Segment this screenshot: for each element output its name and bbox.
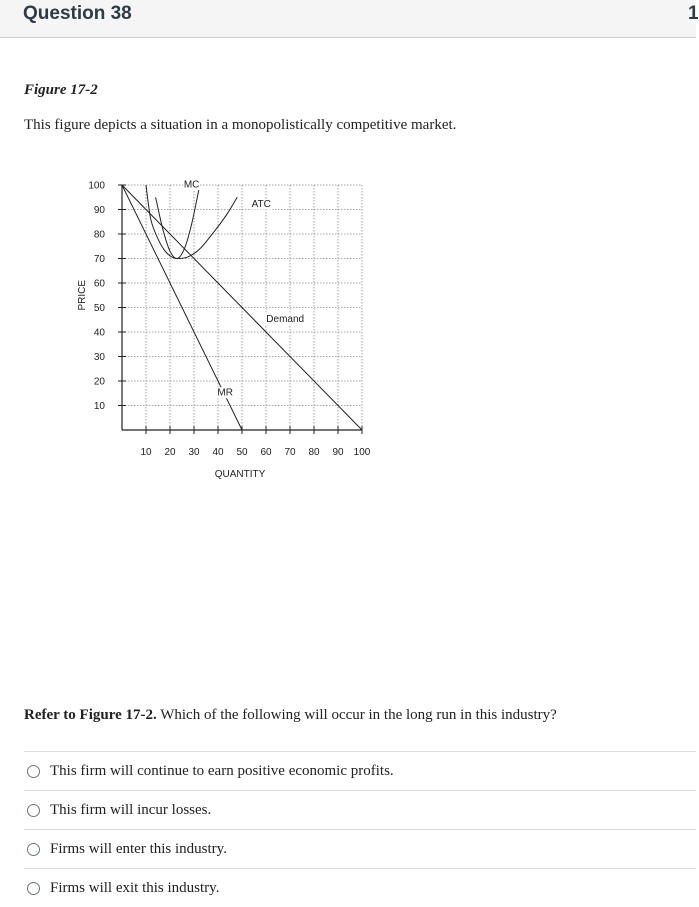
x-axis-label: QUANTITY bbox=[214, 469, 266, 480]
question-points: 1 bbox=[688, 3, 699, 24]
answer-list bbox=[24, 751, 696, 907]
answer-option[interactable] bbox=[24, 829, 696, 868]
question-text: Which of the following will occur in the long run in this industry? bbox=[156, 707, 557, 723]
answer-option[interactable] bbox=[24, 868, 696, 907]
answer-label: Firms will enter this industry. bbox=[50, 840, 227, 857]
radio-button[interactable] bbox=[27, 882, 40, 895]
answer-label: This firm will incur losses. bbox=[50, 801, 212, 818]
radio-button[interactable] bbox=[27, 765, 40, 778]
answer-option[interactable] bbox=[24, 751, 696, 790]
radio-button[interactable] bbox=[27, 843, 40, 856]
x-tick-label: 70 bbox=[284, 447, 296, 458]
x-tick-label: 100 bbox=[353, 447, 371, 458]
y-tick-label: 10 bbox=[93, 401, 105, 412]
answer-option[interactable] bbox=[24, 790, 696, 829]
figure-title: Figure 17-2 bbox=[24, 82, 98, 98]
x-tick-label: 50 bbox=[236, 447, 248, 458]
y-tick-label: 30 bbox=[93, 352, 105, 363]
question-title: Question 38 bbox=[23, 3, 132, 24]
answer-label: Firms will exit this industry. bbox=[50, 879, 220, 896]
y-tick-label: 70 bbox=[93, 254, 105, 265]
y-tick-label: 20 bbox=[93, 376, 105, 388]
question-header bbox=[0, 0, 699, 38]
y-tick-label: 80 bbox=[93, 229, 105, 241]
x-tick-label: 40 bbox=[212, 447, 224, 458]
x-tick-label: 60 bbox=[260, 447, 272, 458]
x-tick-label: 30 bbox=[188, 447, 200, 458]
y-tick-label: 50 bbox=[93, 303, 105, 314]
curve-label: ATC bbox=[251, 199, 271, 211]
y-tick-label: 60 bbox=[93, 278, 105, 290]
curve-label: MR bbox=[217, 387, 233, 399]
question-figure-ref: Refer to Figure 17-2. bbox=[24, 707, 157, 723]
curve-label: MC bbox=[183, 179, 200, 191]
y-tick-label: 100 bbox=[88, 180, 105, 192]
curve-label: Demand bbox=[266, 314, 305, 326]
x-tick-label: 80 bbox=[308, 447, 320, 458]
y-axis-label: PRICE bbox=[77, 279, 88, 311]
answer-label: This firm will continue to earn positive economic profits. bbox=[50, 762, 394, 779]
y-tick-label: 90 bbox=[93, 205, 105, 216]
x-tick-label: 10 bbox=[140, 447, 152, 458]
y-tick-label: 40 bbox=[93, 327, 105, 339]
figure-description: This figure depicts a situation in a monopolistically competitive market. bbox=[24, 117, 457, 133]
x-tick-label: 90 bbox=[332, 447, 344, 458]
x-tick-label: 20 bbox=[164, 447, 176, 458]
figure-chart bbox=[60, 170, 380, 490]
radio-button[interactable] bbox=[27, 804, 40, 817]
question-prompt bbox=[24, 707, 557, 724]
